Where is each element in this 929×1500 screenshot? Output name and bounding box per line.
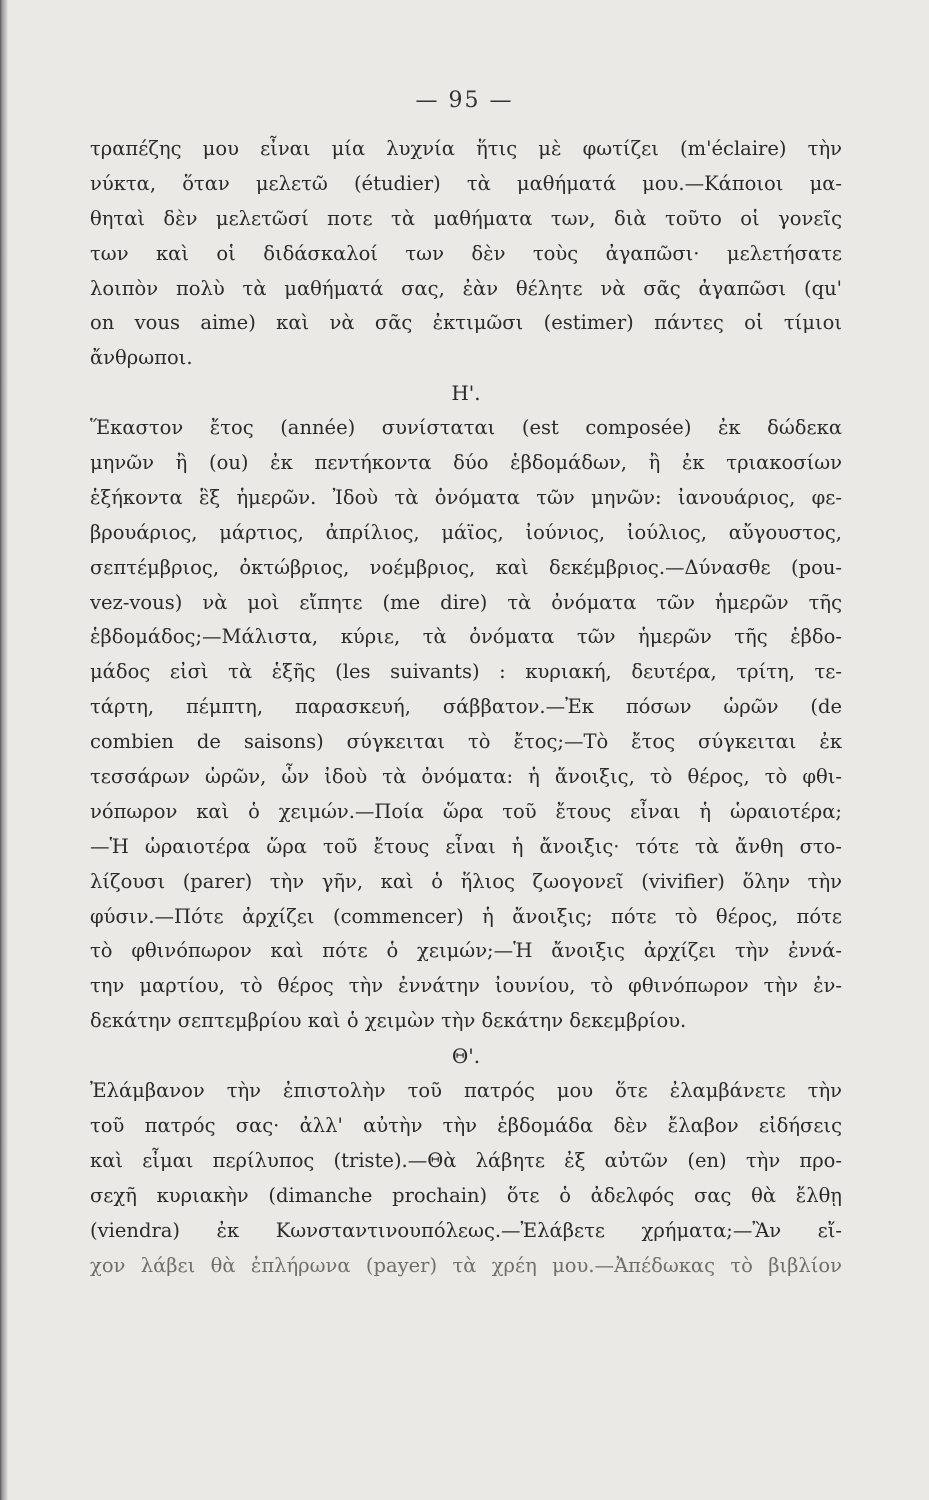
section-heading: Θ'. xyxy=(451,1044,481,1069)
text-line: νόπωρον καὶ ὁ χειμών.—Ποία ὥρα τοῦ ἔτους εἶναι ἡ ὡραιοτέρα; xyxy=(90,799,842,823)
text-line: καὶ εἶμαι περίλυπος (triste).—Θὰ λάβητε ἐξ αὐτῶν (en) τὴν προ- xyxy=(90,1148,842,1172)
text-line: μηνῶν ἢ (ou) ἐκ πεντήκοντα δύο ἑβδομάδων, ἢ ἐκ τριακοσίων xyxy=(90,451,842,475)
text-line: ἄνθρωποι. xyxy=(90,346,193,370)
text-line: σεχῆ κυριακὴν (dimanche prochain) ὅτε ὁ ἀδελφός σας θὰ ἔλθῃ xyxy=(90,1183,842,1207)
section-heading: Η'. xyxy=(451,381,481,406)
text-line: νύκτα, ὅταν μελετῶ (étudier) τὰ μαθήματά μου.—Κάποιοι μα- xyxy=(90,171,842,195)
text-line: θηταὶ δὲν μελετῶσί ποτε τὰ μαθήματα των, διὰ τοῦτο οἱ γονεῖς xyxy=(90,206,842,230)
page-number: — 95 — xyxy=(415,88,514,113)
text-line: combien de saisons) σύγκειται τὸ ἔτος;—Τὸ ἔτος σύγκειται ἐκ xyxy=(90,730,842,754)
text-line: Ἐλάμβανον τὴν ἐπιστολὴν τοῦ πατρός μου ὅτε ἐλαμβάνετε τὴν xyxy=(90,1079,842,1103)
text-line: on vous aime) καὶ νὰ σᾶς ἐκτιμῶσι (estimer) πάντες οἱ τίμιοι xyxy=(90,311,842,335)
text-line: τεσσάρων ὡρῶν, ὧν ἰδοὺ τὰ ὀνόματα: ἡ ἄνοιξις, τὸ θέρος, τὸ φθι- xyxy=(90,765,842,789)
text-line: τοῦ πατρός σας· ἀλλ' αὐτὴν τὴν ἑβδομάδα δὲν ἔλαβον εἰδήσεις xyxy=(90,1113,842,1137)
text-line: vez-vous) νὰ μοὶ εἴπητε (me dire) τὰ ὀνόματα τῶν ἡμερῶν τῆς xyxy=(90,590,842,614)
text-line: τραπέζης μου εἶναι μία λυχνία ἥτις μὲ φωτίζει (m'éclaire) τὴν xyxy=(90,137,842,160)
text-line: φύσιν.—Πότε ἀρχίζει (commencer) ἡ ἄνοιξις; πότε τὸ θέρος, πότε xyxy=(90,904,842,928)
text-line: Ἕκαστον ἔτος (année) συνίσταται (est composée) ἐκ δώδεκα xyxy=(90,416,842,440)
text-line: —Ἡ ὡραιοτέρα ὥρα τοῦ ἔτους εἶναι ἡ ἄνοιξις· τότε τὰ ἄνθη στο- xyxy=(90,834,842,858)
text-line: βρουάριος, μάρτιος, ἀπρίλιος, μάϊος, ἰούνιος, ἰούλιος, αὔγουστος, xyxy=(90,520,842,544)
page-binding-edge xyxy=(0,0,8,1500)
body-text xyxy=(90,132,842,1283)
text-line: την μαρτίου, τὸ θέρος τὴν ἐννάτην ἰουνίου, τὸ φθινόπωρον τὴν ἐν- xyxy=(90,974,842,998)
text-line: σεπτέμβριος, ὀκτώβριος, νοέμβριος, καὶ δεκέμβριος.—Δύνασθε (pou- xyxy=(90,555,842,579)
text-line: (viendra) ἐκ Κωνσταντινουπόλεως.—Ἐλάβετε χρήματα;—Ἂν εἴ- xyxy=(90,1218,842,1242)
text-line: λοιπὸν πολὺ τὰ μαθήματά σας, ἐὰν θέλητε νὰ σᾶς ἀγαπῶσι (qu' xyxy=(90,276,842,300)
text-line: των καὶ οἱ διδάσκαλοί των δὲν τοὺς ἀγαπῶσι· μελετήσατε xyxy=(90,241,842,265)
text-line: χον λάβει θὰ ἐπλήρωνα (payer) τὰ χρέη μου.—Ἀπέδωκας τὸ βιβλίον xyxy=(90,1253,842,1277)
text-line: λίζουσι (parer) τὴν γῆν, καὶ ὁ ἥλιος ζωογονεῖ (vivifier) ὅλην τὴν xyxy=(90,869,842,893)
text-line: μάδος εἰσὶ τὰ ἑξῆς (les suivants) : κυριακή, δευτέρα, τρίτη, τε- xyxy=(90,660,842,684)
text-line: τάρτη, πέμπτη, παρασκευή, σάββατον.—Ἐκ πόσων ὡρῶν (de xyxy=(90,695,842,719)
text-line: ἑβδομάδος;—Μάλιστα, κύριε, τὰ ὀνόματα τῶν ἡμερῶν τῆς ἑβδο- xyxy=(90,625,842,649)
text-line: τὸ φθινόπωρον καὶ πότε ὁ χειμών;—Ἡ ἄνοιξις ἀρχίζει τὴν ἐννά- xyxy=(90,939,842,963)
text-line: δεκάτην σεπτεμβρίου καὶ ὁ χειμὼν τὴν δεκάτην δεκεμβρίου. xyxy=(90,1009,687,1033)
text-line: ἑξήκοντα ἓξ ἡμερῶν. Ἰδοὺ τὰ ὀνόματα τῶν μηνῶν: ἰανουάριος, φε- xyxy=(90,485,842,509)
